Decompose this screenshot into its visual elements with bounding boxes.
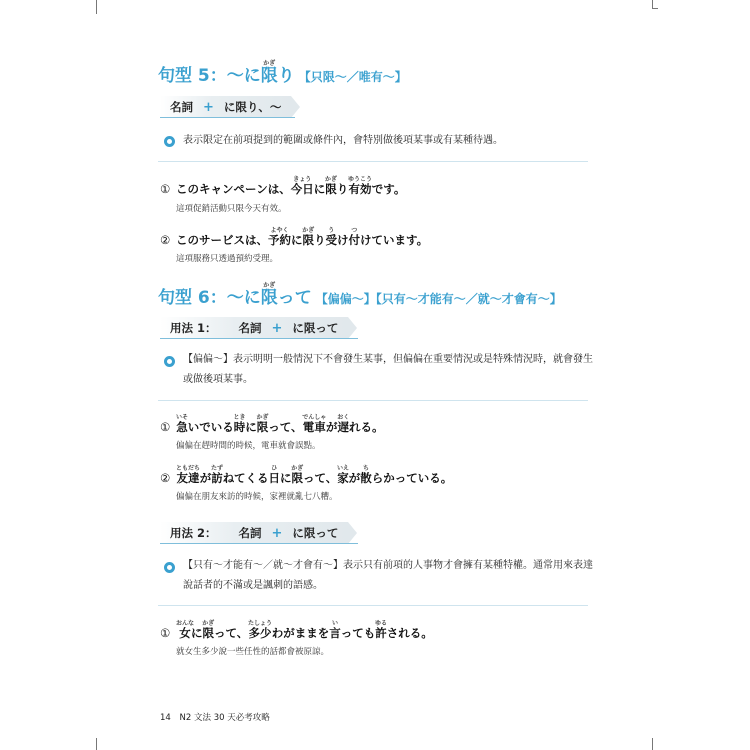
usage-noun: 名詞: [238, 526, 262, 540]
usage-tab-2: [160, 522, 357, 544]
usage-form: に限って: [292, 321, 339, 335]
usage-noun: 名詞: [238, 321, 262, 335]
example-sentence: ① このキャンペーンは、今日きょうに限かぎり有効ゆうこうです。: [160, 176, 406, 196]
usage-form: に限り、～: [223, 100, 282, 114]
pin-icon: [164, 562, 175, 573]
usage-form: に限って: [292, 526, 339, 540]
crop-mark-top-right: [652, 0, 653, 8]
title-sub: 【只限～／唯有～】: [298, 70, 407, 84]
example-translation: 這項促銷活動只限今天有效。: [176, 204, 287, 214]
example-sentence: ② 友達ともだちが訪たずねてくる日ひに限かぎって、家いえが散ちらかっている。: [160, 465, 453, 485]
explanation-note: 【只有～才能有～／就～才會有～】表示只有前項的人事物才會擁有某種特權。通常用來表達說話者的不滿或是諷刺的語感。: [183, 560, 593, 591]
usage-label: 用法 2：: [170, 526, 217, 540]
example-translation: 偏偏在朋友來訪的時候，家裡就亂七八糟。: [176, 492, 338, 502]
title-ruby: 限かぎ: [260, 60, 278, 86]
page-footer: [160, 711, 270, 723]
example-translation: 偏偏在趕時間的時候，電車就會誤點。: [176, 441, 321, 451]
pin-icon: [164, 356, 175, 367]
example-sentence: ① 急いそいでいる時ときに限かぎって、電車でんしゃが遅おくれる。: [160, 414, 384, 434]
divider: [158, 605, 588, 606]
plus-icon: +: [203, 99, 214, 115]
divider: [158, 161, 588, 162]
usage-noun: 名詞: [170, 100, 193, 114]
example-sentence: ② このサービスは、予約よやくに限かぎり受うけ付つけています。: [160, 227, 429, 247]
explanation-note: 【偏偏～】表示明明一般情況下不會發生某事，但偏偏在重要情況或是特殊情況時，就會發生或做後項某事。: [183, 354, 593, 385]
explanation-note: 表示限定在前項提到的範圍或條件內，會特別做後項某事或有某種待遇。: [183, 135, 503, 146]
crop-mark-top-left: [96, 0, 97, 14]
section-title-5: 句型 5：～に限かぎり 【只限～／唯有～】: [158, 60, 407, 86]
example-sentence: ① 女おんなに限かぎって、多少たしょうわがままを言いっても許ゆるされる。: [160, 620, 433, 640]
usage-label: 用法 1：: [170, 321, 217, 335]
book-title: N2 文法 30 天必考攻略: [179, 713, 270, 723]
divider: [158, 400, 588, 401]
plus-icon: +: [271, 320, 283, 336]
example-translation: 這項服務只透過預約受理。: [176, 254, 279, 264]
title-prefix: 句型 5：～に: [158, 66, 261, 86]
page-number: 14: [160, 713, 171, 723]
crop-mark-top-right-h: [652, 8, 658, 9]
title-sub: 【偏偏～】【只有～才能有～／就～才會有～】: [315, 292, 562, 306]
usage-tab: [160, 96, 300, 118]
plus-icon: +: [271, 525, 283, 541]
crop-mark-bottom-left: [96, 738, 97, 750]
section-title-6: 句型 6：～に限かぎって 【偏偏～】【只有～才能有～／就～才會有～】: [158, 282, 562, 308]
example-translation: 就女生多少說一些任性的話都會被原諒。: [176, 647, 330, 657]
usage-tab-1: [160, 317, 357, 339]
crop-mark-bottom-right: [652, 738, 653, 750]
pin-icon: [164, 136, 175, 147]
